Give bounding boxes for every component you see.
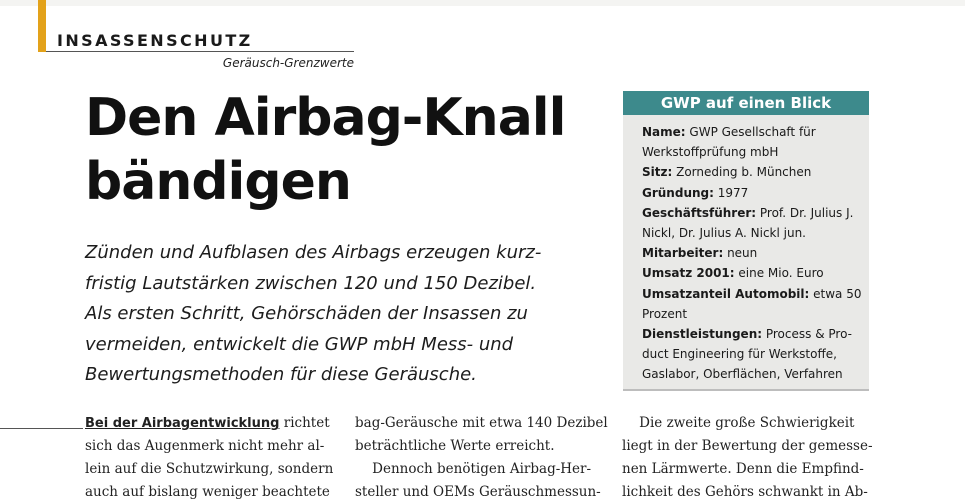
info-label: Umsatzanteil Automobil: bbox=[642, 286, 810, 301]
info-label: Mitarbeiter: bbox=[642, 246, 724, 261]
info-row bbox=[642, 344, 869, 364]
info-value: 1977 bbox=[713, 185, 749, 200]
body-line: sich das Augenmerk nicht mehr al- bbox=[85, 438, 325, 454]
info-value: Prozent bbox=[642, 306, 688, 321]
info-row bbox=[642, 142, 869, 162]
info-value: eine Mio. Euro bbox=[734, 266, 824, 281]
body-line: steller und OEMs Geräuschmessun- bbox=[355, 484, 601, 500]
margin-rule bbox=[0, 428, 83, 429]
info-label: Name: bbox=[642, 125, 686, 139]
info-row bbox=[642, 364, 869, 384]
section-label bbox=[57, 31, 253, 50]
body-lead-in: Bei der Airbagentwicklung bbox=[85, 416, 280, 431]
info-row bbox=[642, 304, 869, 324]
info-value: duct Engineering für Werkstoffe, bbox=[642, 347, 837, 362]
info-row bbox=[642, 203, 869, 223]
lead-line: vermeiden, entwickelt die GWP mbH Mess- und bbox=[85, 333, 514, 355]
body-column-2 bbox=[355, 412, 608, 504]
info-row bbox=[642, 243, 869, 263]
top-edge-strip bbox=[0, 0, 965, 6]
info-box-title: GWP auf einen Blick bbox=[623, 91, 869, 115]
info-value: etwa 50 bbox=[809, 286, 862, 301]
info-label: Gründung: bbox=[642, 185, 714, 200]
headline-line-2: bändigen bbox=[85, 152, 351, 212]
info-row bbox=[642, 223, 869, 243]
body-line: nen Lärmwerte. Denn die Empfind- bbox=[622, 461, 864, 477]
article-lead bbox=[85, 238, 542, 391]
lead-line: Zünden und Aufblasen des Airbags erzeugen kurz- bbox=[85, 242, 542, 263]
article-headline bbox=[85, 86, 565, 214]
body-line-text: richtet bbox=[279, 415, 330, 431]
body-column-3 bbox=[622, 412, 872, 504]
info-value: Process & Pro- bbox=[762, 327, 852, 342]
section-accent-bar bbox=[38, 0, 46, 52]
info-row bbox=[642, 263, 869, 283]
body-line: Die zweite große Schwierigkeit bbox=[622, 415, 855, 431]
body-line: lichkeit des Gehörs schwankt in Ab- bbox=[622, 484, 868, 500]
body-line: lein auf die Schutzwirkung, sondern bbox=[85, 461, 334, 477]
info-row bbox=[642, 284, 869, 304]
section-rule bbox=[46, 51, 354, 52]
body-column-1 bbox=[85, 412, 332, 504]
body-line bbox=[85, 412, 332, 435]
lead-line: fristig Lautstärken zwischen 120 und 150 Dezibel. bbox=[85, 272, 537, 294]
info-label: Umsatz 2001: bbox=[642, 266, 735, 281]
info-label: Dienstleistungen: bbox=[642, 327, 763, 342]
lead-line: Bewertungsmethoden für diese Geräusche. bbox=[85, 364, 477, 385]
body-line: bag-Geräusche mit etwa 140 Dezibel bbox=[355, 415, 608, 431]
info-value: GWP Gesellschaft für bbox=[685, 125, 816, 139]
info-row bbox=[642, 122, 869, 142]
body-line: beträchtliche Werte erreicht. bbox=[355, 438, 555, 454]
info-row bbox=[642, 183, 869, 203]
lead-line: Als ersten Schritt, Gehörschäden der Insassen zu bbox=[85, 303, 528, 324]
info-value: Gaslabor, Oberflächen, Verfahren bbox=[642, 367, 843, 382]
info-value: Prof. Dr. Julius J. bbox=[756, 205, 854, 220]
info-value: neun bbox=[723, 246, 758, 261]
body-line: Dennoch benötigen Airbag-Her- bbox=[355, 461, 592, 477]
headline-line-1: Den Airbag-Knall bbox=[85, 88, 566, 148]
section-label-text: INSASSENSCHUTZ bbox=[57, 31, 253, 50]
info-box-body bbox=[623, 115, 869, 391]
subsection-label: Geräusch-Grenzwerte bbox=[222, 56, 354, 70]
info-value: Zorneding b. München bbox=[672, 165, 812, 180]
info-row bbox=[642, 162, 869, 182]
info-box bbox=[623, 91, 869, 391]
info-label: Geschäftsführer: bbox=[642, 205, 757, 220]
info-value: Nickl, Dr. Julius A. Nickl jun. bbox=[642, 226, 806, 241]
info-label: Sitz: bbox=[642, 165, 673, 180]
body-line: liegt in der Bewertung der gemesse- bbox=[622, 438, 873, 454]
info-row bbox=[642, 324, 869, 344]
info-value: Werkstoffprüfung mbH bbox=[642, 145, 779, 160]
body-line: auch auf bislang weniger beachtete bbox=[85, 484, 330, 500]
